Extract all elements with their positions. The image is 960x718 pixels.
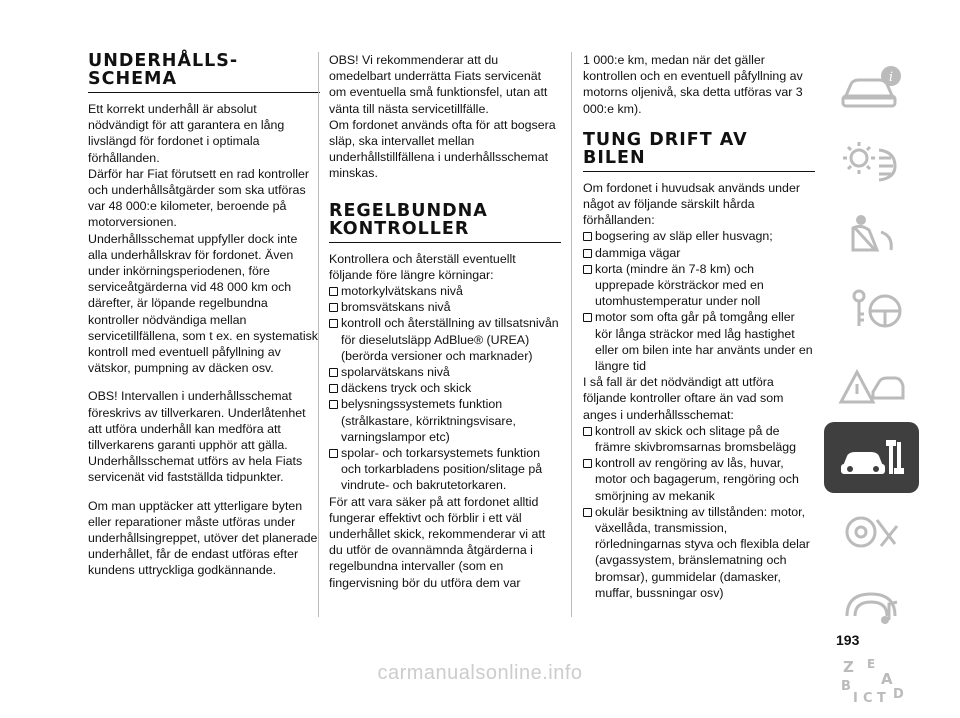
paragraph: Om man upptäcker att ytterligare byten eller reparationer måste utföras under underhållsingreppet, utöver det planerade underhållet, får de endast utföras efter kundens uttryckliga godkännande. <box>88 498 318 578</box>
paragraph: Kontrollera och återställ eventuellt följande före längre körningar: <box>329 251 516 282</box>
paragraph: OBS! Vi rekommenderar att du omedelbart underrätta Fiats servicenät om eventuella små funktionsfel, utan att vänta till nästa servicetillfälle. <box>329 53 548 116</box>
paragraph: 1 000:e km, medan när det gäller kontrollen och en eventuell påfyllning av motorns oljenivå, ska detta utföras var 3 000:e km). <box>583 53 803 116</box>
paragraph: I så fall är det nödvändigt att utföra följande kontroller oftare än vad som anges i underhållsschemat: <box>583 375 784 422</box>
page-number: 193 <box>836 632 860 648</box>
column-middle <box>329 52 561 591</box>
list-item: däckens tryck och skick <box>329 380 561 396</box>
list-item: kontroll av rengöring av lås, huvar, motor och bagagerum, rengöring och smörjning av mekanik <box>583 455 815 504</box>
tab-technical-data[interactable] <box>824 496 919 567</box>
column-divider <box>571 52 572 617</box>
seatbelt-safety-icon <box>837 210 907 262</box>
column-divider <box>318 52 319 617</box>
tab-safety[interactable] <box>824 200 919 271</box>
heading-maintenance-schedule: UNDERHÅLLS-SCHEMA <box>88 52 320 93</box>
heading-heavy-use: TUNG DRIFT AV BILEN <box>583 131 815 172</box>
list-item: motor som ofta går på tomgång eller kör långa sträckor med låg hastighet eller om bilen inte har använts under en längre tid <box>583 309 815 374</box>
list-item: bogsering av släp eller husvagn; <box>583 228 815 244</box>
svg-text:E: E <box>866 656 875 671</box>
heading-regular-checks: REGELBUNDNA KONTROLLER <box>329 202 561 243</box>
paragraph: Därför har Fiat förutsett en rad kontroller och underhållsåtgärder som ska utföras var 48 000:e kilometer, beroende på motorversionen. <box>88 166 310 230</box>
paragraph: Underhållsschemat uppfyller dock inte alla underhållskrav för fordonet. Även under inkörningsperiodenen, före serviceåtgärderna vid 48 000 km och därefter, är löpande regelbundna kontroller nödvändiga mellan servicetillfällena, som t ex. en systematisk kontroll med eventuell påfyllning av vätskor, pumpning av däcken osv. <box>88 231 318 376</box>
dashboard-lights-icon <box>837 136 907 188</box>
svg-text:A: A <box>880 669 893 688</box>
watermark: carmanualsonline.info <box>377 662 583 684</box>
svg-text:D: D <box>892 686 904 702</box>
list-item: motorkylvätskans nivå <box>329 283 561 299</box>
multimedia-icon <box>837 580 907 632</box>
chapter-nav-sidebar <box>824 52 919 718</box>
svg-text:B: B <box>840 678 851 694</box>
list-item: okulär besiktning av tillstånden: motor, växellåda, transmission, rörledningarnas styva och flexibla delar (avgassystem, bränslematning och bromsar), gummidelar (damasker, muffar, bussningar osv) <box>583 504 815 601</box>
warning-car-icon <box>837 358 907 410</box>
tab-multimedia[interactable] <box>824 570 919 641</box>
tab-starting-driving[interactable] <box>824 274 919 345</box>
list-item: kontroll av skick och slitage på de främre skivbromsarnas bromsbelägg <box>583 423 815 455</box>
tab-dashboard[interactable] <box>824 126 919 197</box>
list-item: spolar- och torkarsystemets funktion och torkarbladens position/slitage på vindrute- och bakrutetorkaren. <box>329 445 561 494</box>
column-right <box>583 52 815 601</box>
svg-text:T: T <box>876 690 886 706</box>
list-item: bromsvätskans nivå <box>329 299 561 315</box>
list-item: korta (mindre än 7-8 km) och upprepade körsträckor med en utomhustemperatur under noll <box>583 261 815 310</box>
svg-text:C: C <box>862 690 873 706</box>
svg-text:i: i <box>888 69 893 85</box>
svg-text:Z: Z <box>842 657 854 676</box>
list-item: dammiga vägar <box>583 245 815 261</box>
tab-car-info[interactable] <box>824 52 919 123</box>
technical-data-icon <box>837 506 907 558</box>
list-item: spolarvätskans nivå <box>329 364 561 380</box>
car-info-icon <box>837 62 907 114</box>
tab-emergency[interactable] <box>824 348 919 419</box>
paragraph: Om fordonet i huvudsak används under något av följande särskilt hårda förhållanden: <box>583 180 800 228</box>
svg-text:I: I <box>852 690 858 706</box>
paragraph: Ett korrekt underhåll är absolut nödvändigt för att garantera en lång livslängd för fordonet i optimala förhållanden. <box>88 102 285 165</box>
paragraph: Om fordonet används ofta för att bogsera släp, ska intervallet mellan underhållstillfällena i underhållsschemat minskas. <box>329 117 556 181</box>
key-steering-wheel-icon <box>837 284 907 336</box>
paragraph: För att vara säker på att fordonet alltid fungerar effektivt och förblir i ett väl underhållet skick, rekommenderar vi att du utför de ovannämnda åtgärderna i regelbundna intervaller (som en fingervisning bör du utföra dem var <box>329 494 546 590</box>
tab-servicing[interactable] <box>824 422 919 493</box>
list-item: kontroll och återställning av tillsatsnivån för dieselutsläpp AdBlue® (UREA) (berörda versioner och marknader) <box>329 315 561 364</box>
column-left <box>88 52 320 579</box>
paragraph: OBS! Intervallen i underhållsschemat föreskrivs av tillverkaren. Underlåtenhet att utföra underhåll kan medföra att tillverkarens garanti upphör att gälla. Underhållsschemat utförs av hela Fiats servicenät vid fastställda tidpunkter. <box>88 389 306 485</box>
car-service-tools-icon <box>837 432 907 484</box>
list-item: belysningssystemets funktion (strålkastare, körriktningsvisare, varningslampor etc) <box>329 396 561 445</box>
